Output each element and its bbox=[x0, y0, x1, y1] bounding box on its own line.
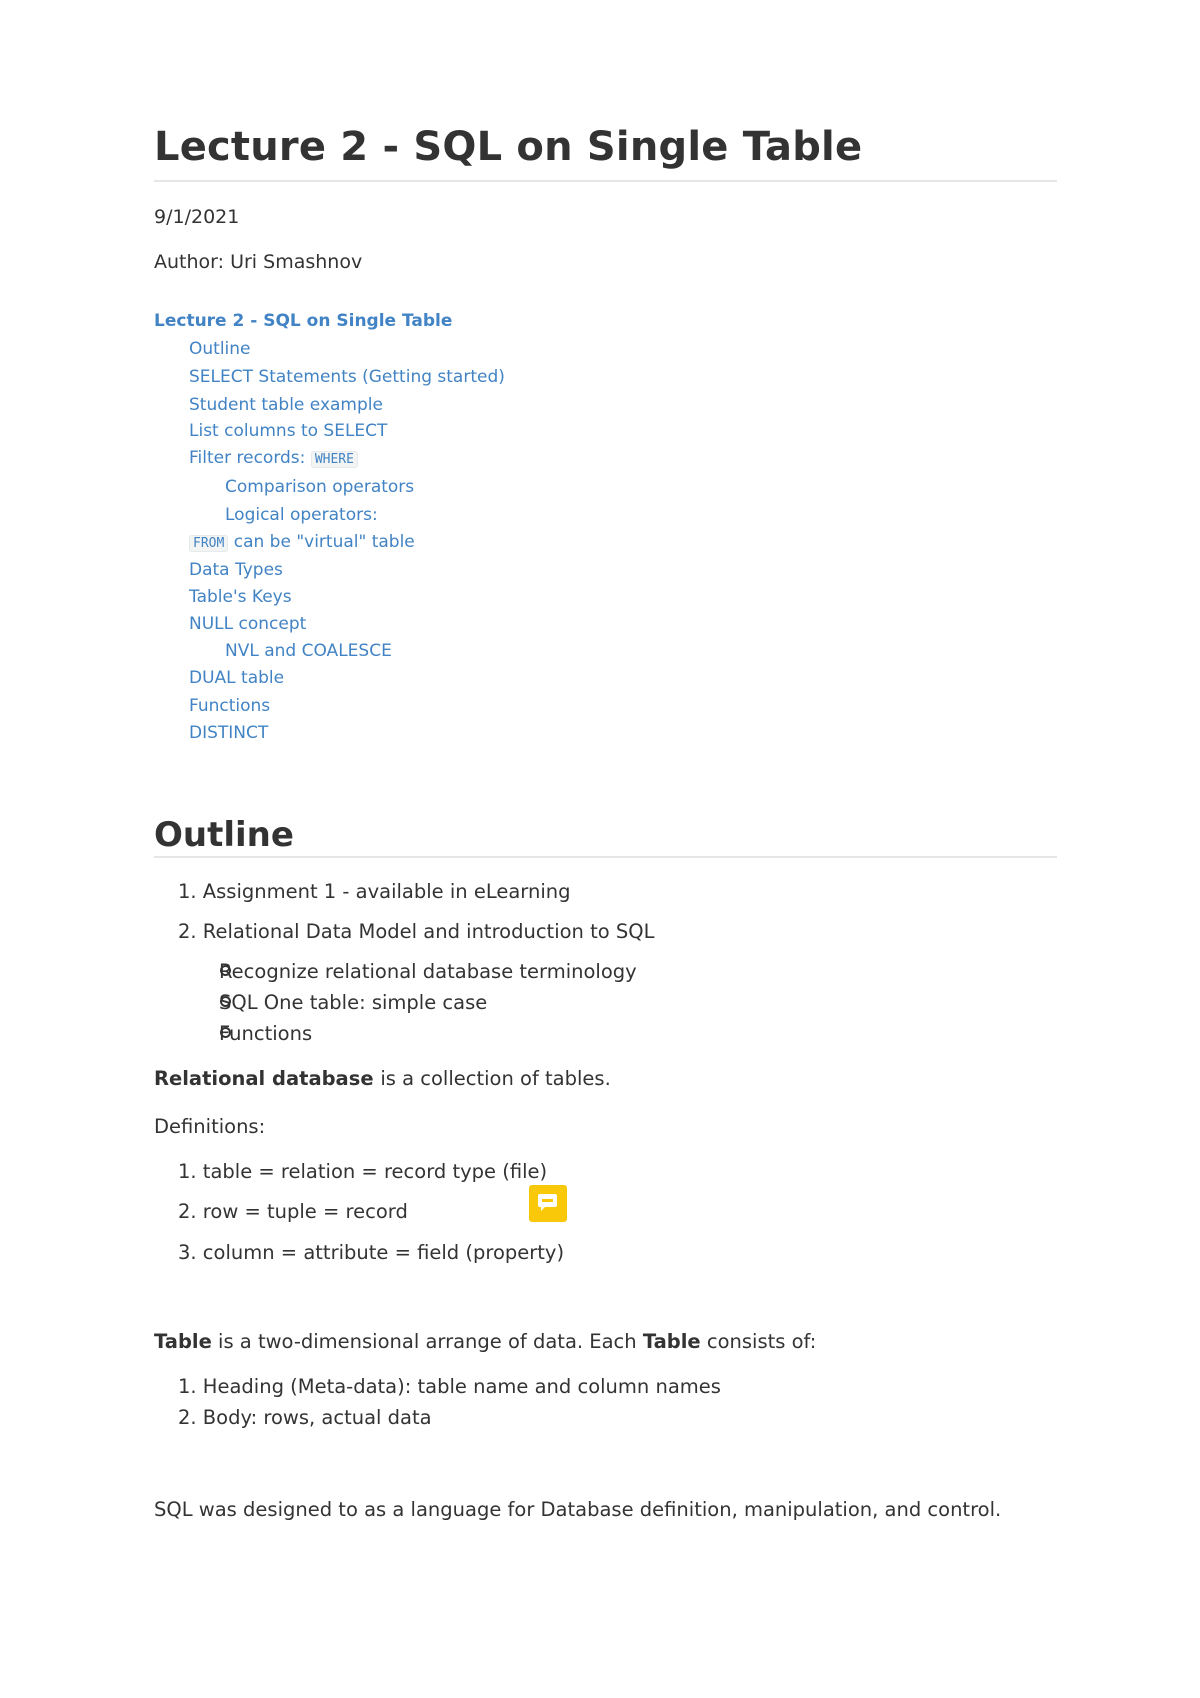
author-line bbox=[154, 251, 362, 273]
toc-link-logical-operators[interactable]: Logical operators: bbox=[225, 505, 378, 525]
title-divider bbox=[154, 180, 1057, 182]
relational-database-sentence bbox=[154, 1067, 611, 1090]
table-part-2: 2. Body: rows, actual data bbox=[178, 1406, 432, 1429]
toc-link-outline[interactable]: Outline bbox=[189, 339, 251, 359]
toc-from-label: can be "virtual" table bbox=[233, 532, 415, 552]
date: 9/1/2021 bbox=[154, 206, 240, 228]
table-term-2: Table bbox=[642, 1330, 701, 1353]
outline-divider bbox=[154, 856, 1057, 858]
toc-filter-label: Filter records: bbox=[189, 448, 306, 468]
author-label: Author: bbox=[154, 251, 225, 273]
outline-item-2: 2. Relational Data Model and introduction to SQL bbox=[178, 920, 655, 943]
definitions-label: Definitions: bbox=[154, 1115, 266, 1138]
toc-link-table-keys[interactable]: Table's Keys bbox=[189, 587, 292, 607]
toc-link-comparison-operators[interactable]: Comparison operators bbox=[225, 477, 415, 497]
definition-item-1: 1. table = relation = record type (file) bbox=[178, 1160, 548, 1183]
relational-database-term: Relational database bbox=[154, 1067, 381, 1090]
toc-link-distinct[interactable]: DISTINCT bbox=[189, 723, 269, 743]
toc-link-functions[interactable]: Functions bbox=[189, 696, 271, 716]
toc-link-null-concept[interactable]: NULL concept bbox=[189, 614, 307, 634]
relational-database-definition: is a collection of tables. bbox=[380, 1067, 611, 1090]
definition-item-3: 3. column = attribute = field (property) bbox=[178, 1241, 565, 1264]
toc-where-code: WHERE bbox=[311, 451, 358, 468]
outline-subitem-2: SQL One table: simple case bbox=[219, 991, 488, 1014]
toc-link-nvl-coalesce[interactable]: NVL and COALESCE bbox=[225, 641, 392, 661]
comment-icon[interactable] bbox=[529, 1185, 567, 1222]
outline-subitem-1: Recognize relational database terminology bbox=[219, 960, 637, 983]
toc-link-list-columns[interactable]: List columns to SELECT bbox=[189, 421, 388, 441]
toc-link-filter-records[interactable] bbox=[189, 448, 358, 468]
table-term-1: Table bbox=[154, 1330, 212, 1353]
author-name: Uri Smashnov bbox=[230, 251, 363, 273]
table-consists-text: consists of: bbox=[700, 1330, 817, 1353]
toc-from-code: FROM bbox=[189, 535, 228, 552]
table-part-1: 1. Heading (Meta-data): table name and column names bbox=[178, 1375, 721, 1398]
outline-item-1: 1. Assignment 1 - available in eLearning bbox=[178, 880, 571, 903]
toc-link-from-virtual[interactable] bbox=[189, 532, 415, 552]
outline-heading: Outline bbox=[154, 815, 294, 855]
toc-link-dual-table[interactable]: DUAL table bbox=[189, 668, 285, 688]
definition-item-2: 2. row = tuple = record bbox=[178, 1200, 408, 1223]
page-title: Lecture 2 - SQL on Single Table bbox=[154, 124, 863, 170]
toc-link-select-statements[interactable]: SELECT Statements (Getting started) bbox=[189, 367, 505, 387]
toc-link-student-table[interactable]: Student table example bbox=[189, 395, 383, 415]
toc-link-data-types[interactable]: Data Types bbox=[189, 560, 283, 580]
table-sentence bbox=[154, 1330, 816, 1353]
toc-link-title[interactable]: Lecture 2 - SQL on Single Table bbox=[154, 311, 453, 331]
outline-subitem-3: Functions bbox=[219, 1022, 313, 1045]
sql-sentence: SQL was designed to as a language for Database definition, manipulation, and control. bbox=[154, 1498, 1002, 1521]
table-definition-text: is a two-dimensional arrange of data. Each bbox=[211, 1330, 643, 1353]
